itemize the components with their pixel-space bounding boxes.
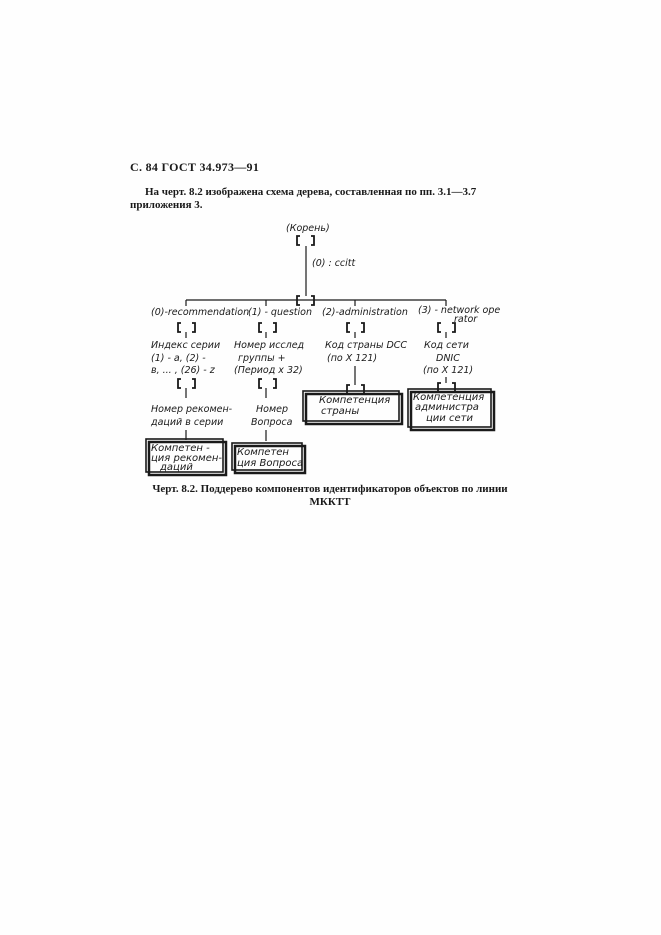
q-competence-box bbox=[232, 443, 305, 473]
caption-line-2: МККТТ bbox=[309, 496, 351, 508]
page-header: С. 84 ГОСТ 34.973—91 bbox=[130, 160, 260, 174]
adm-node-bracket bbox=[347, 323, 364, 332]
adm-country-bracket bbox=[347, 385, 364, 394]
net-ref: (по Х 121) bbox=[423, 365, 474, 376]
root-arc-label: (0) : ccitt bbox=[312, 258, 356, 269]
adm-competence-box bbox=[303, 391, 402, 424]
intro-paragraph: На черт. 8.2 изображена схема дерева, составленная по пп. 3.1—3.7 приложения 3. bbox=[130, 186, 477, 211]
rec-number-1: Номер рекомен- bbox=[151, 404, 233, 415]
adm-country-ref: (по Х 121) bbox=[327, 353, 378, 364]
q-box-line-2: ция Вопроса bbox=[237, 458, 304, 469]
rec-competence-box bbox=[146, 439, 226, 475]
net-box-line-1: Компетенция bbox=[413, 392, 485, 403]
rec-box-line-2: ция рекомен- bbox=[151, 453, 223, 464]
caption-line-1: Черт. 8.2. Поддерево компонентов идентификаторов объектов по линии bbox=[152, 483, 508, 495]
arc-network-operator: (3) - network ope bbox=[418, 305, 501, 316]
q-number-1: Номер bbox=[256, 404, 288, 415]
q-group-number-2: группы + bbox=[238, 353, 286, 364]
q-box-line-1: Компетен bbox=[237, 447, 289, 458]
rec-box-line-3: даций bbox=[160, 462, 193, 473]
net-code-bracket bbox=[438, 383, 455, 392]
q-group-number-1: Номер исслед bbox=[234, 340, 305, 351]
net-box-line-2: администра bbox=[415, 402, 479, 413]
net-dnic: DNIC bbox=[436, 353, 460, 364]
rec-series-values-1: (1) - a, (2) - bbox=[151, 353, 206, 364]
rec-number-2: даций в серии bbox=[151, 417, 224, 428]
rec-series-bracket bbox=[178, 379, 195, 388]
rec-node-bracket bbox=[178, 323, 195, 332]
net-node-bracket bbox=[438, 323, 455, 332]
net-competence-box bbox=[408, 389, 494, 430]
q-number-2: Вопроса bbox=[251, 417, 293, 428]
adm-box-line-2: страны bbox=[321, 406, 360, 417]
rec-series-values-2: в, ... , (26) - z bbox=[151, 365, 215, 376]
arc-question: (1) - question bbox=[248, 307, 312, 318]
rec-box-line-1: Компетен - bbox=[151, 443, 210, 454]
arc-network-operator-cont: rator bbox=[454, 314, 478, 325]
q-node-bracket bbox=[259, 323, 276, 332]
net-box-line-3: ции сети bbox=[426, 413, 473, 424]
adm-country-code: Код страны DCC bbox=[325, 340, 408, 351]
root-node-bracket bbox=[297, 236, 314, 245]
arc-administration: (2)-administration bbox=[322, 307, 408, 318]
net-code: Код сети bbox=[424, 340, 469, 351]
root-label: (Корень) bbox=[286, 223, 330, 234]
rec-series-index: Индекс серии bbox=[151, 340, 221, 351]
q-group-number-3: (Период х 32) bbox=[234, 365, 303, 376]
arc-recommendation: (0)-recommendation bbox=[151, 307, 250, 318]
adm-box-line-1: Компетенция bbox=[319, 395, 391, 406]
q-group-bracket bbox=[259, 379, 276, 388]
figure-caption bbox=[130, 483, 530, 509]
